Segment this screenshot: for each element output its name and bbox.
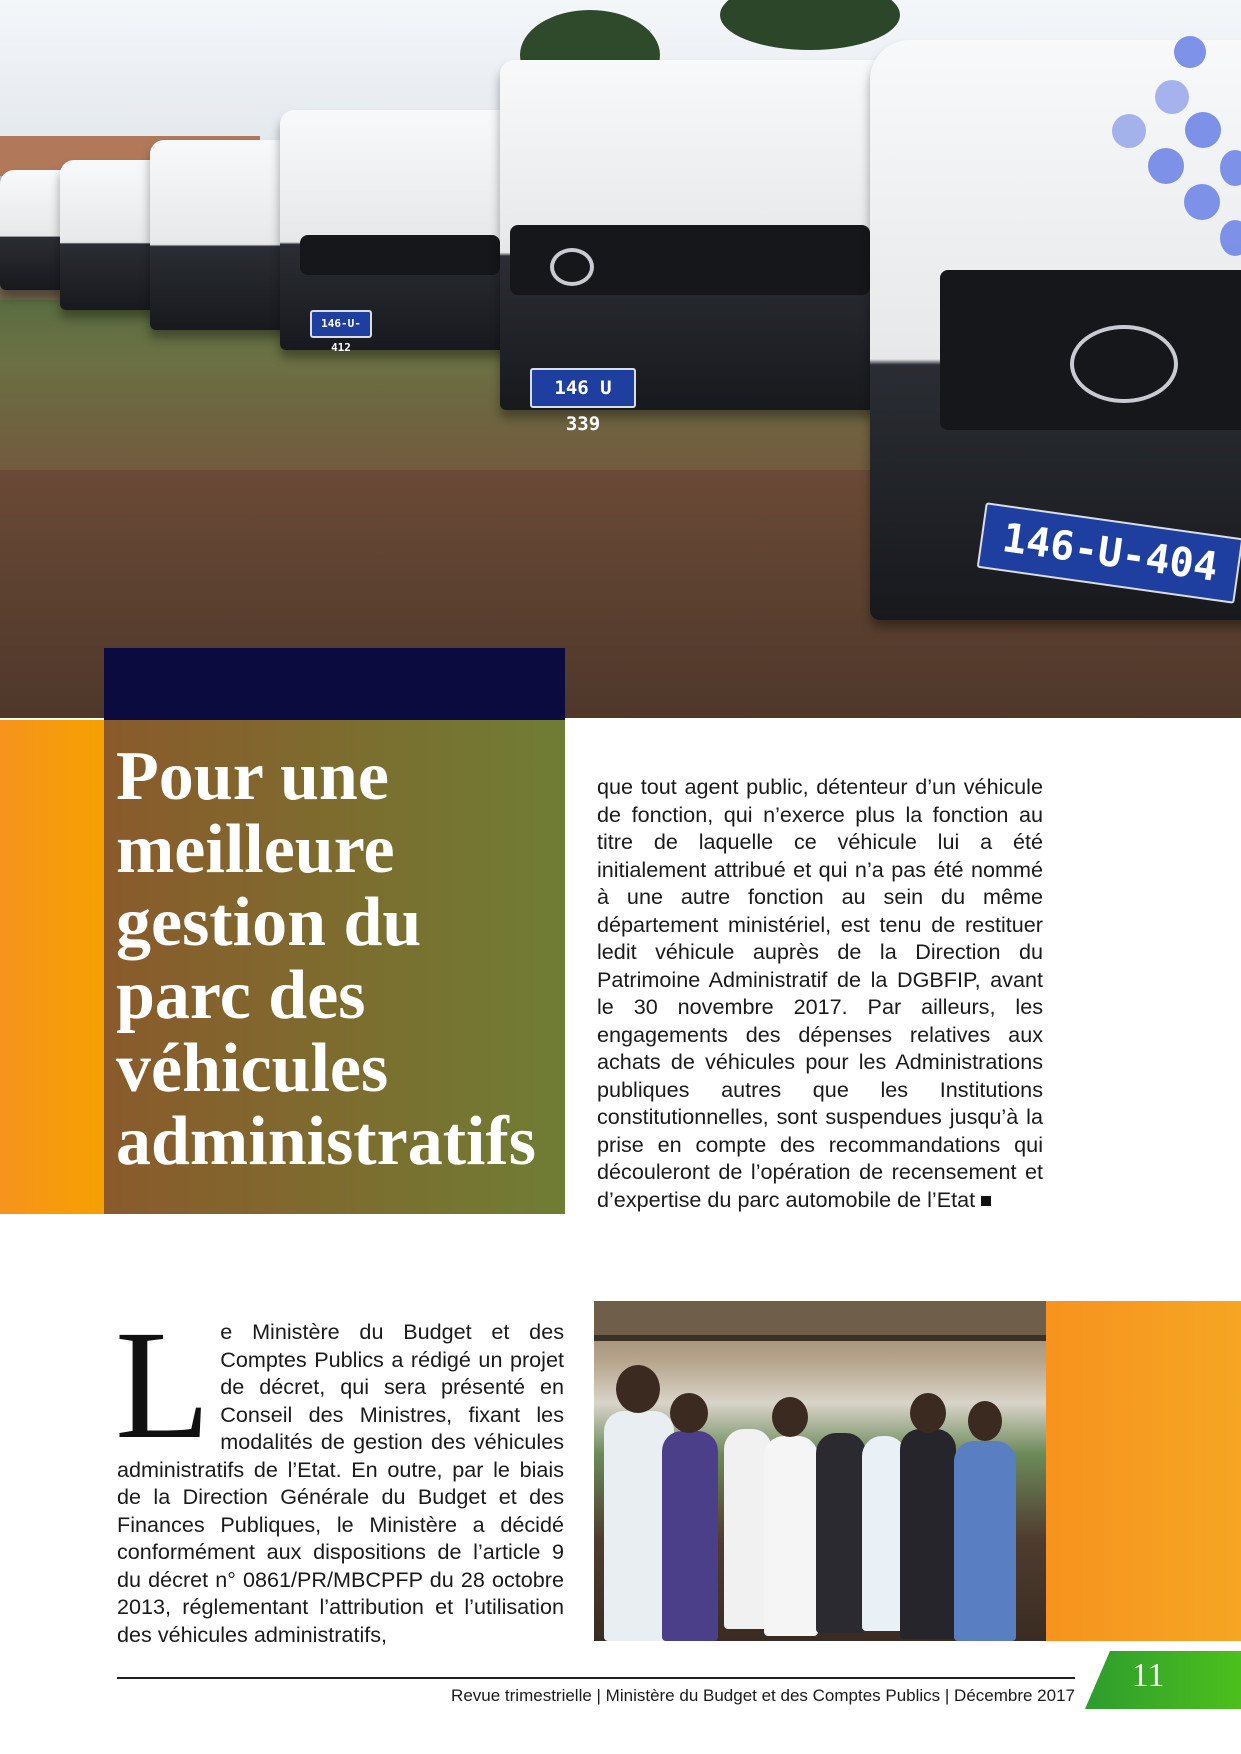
decorative-dot xyxy=(1184,184,1220,220)
person-head xyxy=(616,1365,660,1413)
body-text: e Ministère du Budget et des Comptes Publics a rédigé un projet de décret, qui sera présenté en Conseil des Ministres, fixant les modalités de gestion des véhicules administratifs de l’Etat. En outre, par le biais de la Direction Générale du Budget et des Finances Publiques, le Ministère a décidé conformément aux dispositions de l’article 9 du décret n° 0861/PR/MBCPFP du 28 octobre 2013, réglementant l’attribution et l’utilisation des véhicules administratifs, xyxy=(117,1319,564,1647)
orange-accent-band xyxy=(0,720,104,1214)
title-line: gestion du xyxy=(116,884,422,961)
person xyxy=(954,1441,1016,1641)
person-head xyxy=(772,1397,808,1437)
article-body-right-column xyxy=(597,773,1043,1213)
decorative-dot xyxy=(1148,148,1184,184)
license-plate: 146-U-412 xyxy=(310,310,372,338)
toyota-logo-icon xyxy=(550,248,594,286)
footer-text: Revue trimestrielle | Ministère du Budget et des Comptes Publics | Décembre 2017 xyxy=(451,1686,1075,1705)
decorative-dot xyxy=(1185,112,1221,148)
truck xyxy=(500,60,920,435)
person xyxy=(764,1436,818,1636)
page-number: 11 xyxy=(1131,1657,1165,1694)
person xyxy=(900,1429,956,1639)
title-line: meilleure xyxy=(116,811,395,888)
person-head xyxy=(910,1393,946,1433)
footer-rule xyxy=(117,1677,1075,1679)
roof-beam xyxy=(594,1335,1046,1341)
body-text: que tout agent public, détenteur d’un véhicule de fonction, qui n’exerce plus la fonction au titre de laquelle ce véhicule lui a été initialement attribué et qui n’a pas été nommé à une autre fonction au sein du même département ministériel, est tenu de restituer ledit véhicule auprès de la Direction du Patrimoine Administratif de la DGBFIP, avant le 30 novembre 2017. Par ailleurs, les engagements des dépenses relatives aux achats de véhicules pour les Administrations publiques autres que les Institutions constitutionnelles, sont suspendues jusqu’à la prise en compte des recommandations qui découleront de l’opération de recensement et d’expertise du parc automobile de l’Etat xyxy=(597,774,1043,1212)
title-line: parc des xyxy=(116,957,366,1034)
decorative-dot xyxy=(1174,36,1206,68)
truck-grille xyxy=(300,235,500,275)
license-plate: 146-U-404 xyxy=(977,502,1241,604)
drop-cap: L xyxy=(115,1298,211,1471)
end-mark-icon xyxy=(981,1196,991,1206)
article-title xyxy=(116,740,556,1178)
person-head xyxy=(968,1401,1002,1441)
person xyxy=(662,1431,718,1641)
title-line: administratifs xyxy=(116,1103,536,1180)
article-body-left-column xyxy=(115,1298,564,1648)
shed-roof xyxy=(594,1301,1046,1335)
hero-photo-pickup-trucks xyxy=(0,0,1241,718)
title-line: véhicules xyxy=(116,1030,389,1107)
decorative-dot xyxy=(1155,80,1189,114)
decorative-dot xyxy=(1112,114,1146,148)
license-plate: 146 U 339 xyxy=(530,368,636,408)
toyota-logo-icon xyxy=(1070,325,1178,403)
photo-officials-meeting xyxy=(594,1301,1046,1641)
person-head xyxy=(670,1393,708,1433)
title-line: Pour une xyxy=(116,738,389,815)
navy-accent-bar xyxy=(104,648,565,720)
orange-accent-band xyxy=(1046,1301,1241,1641)
person xyxy=(816,1433,866,1633)
